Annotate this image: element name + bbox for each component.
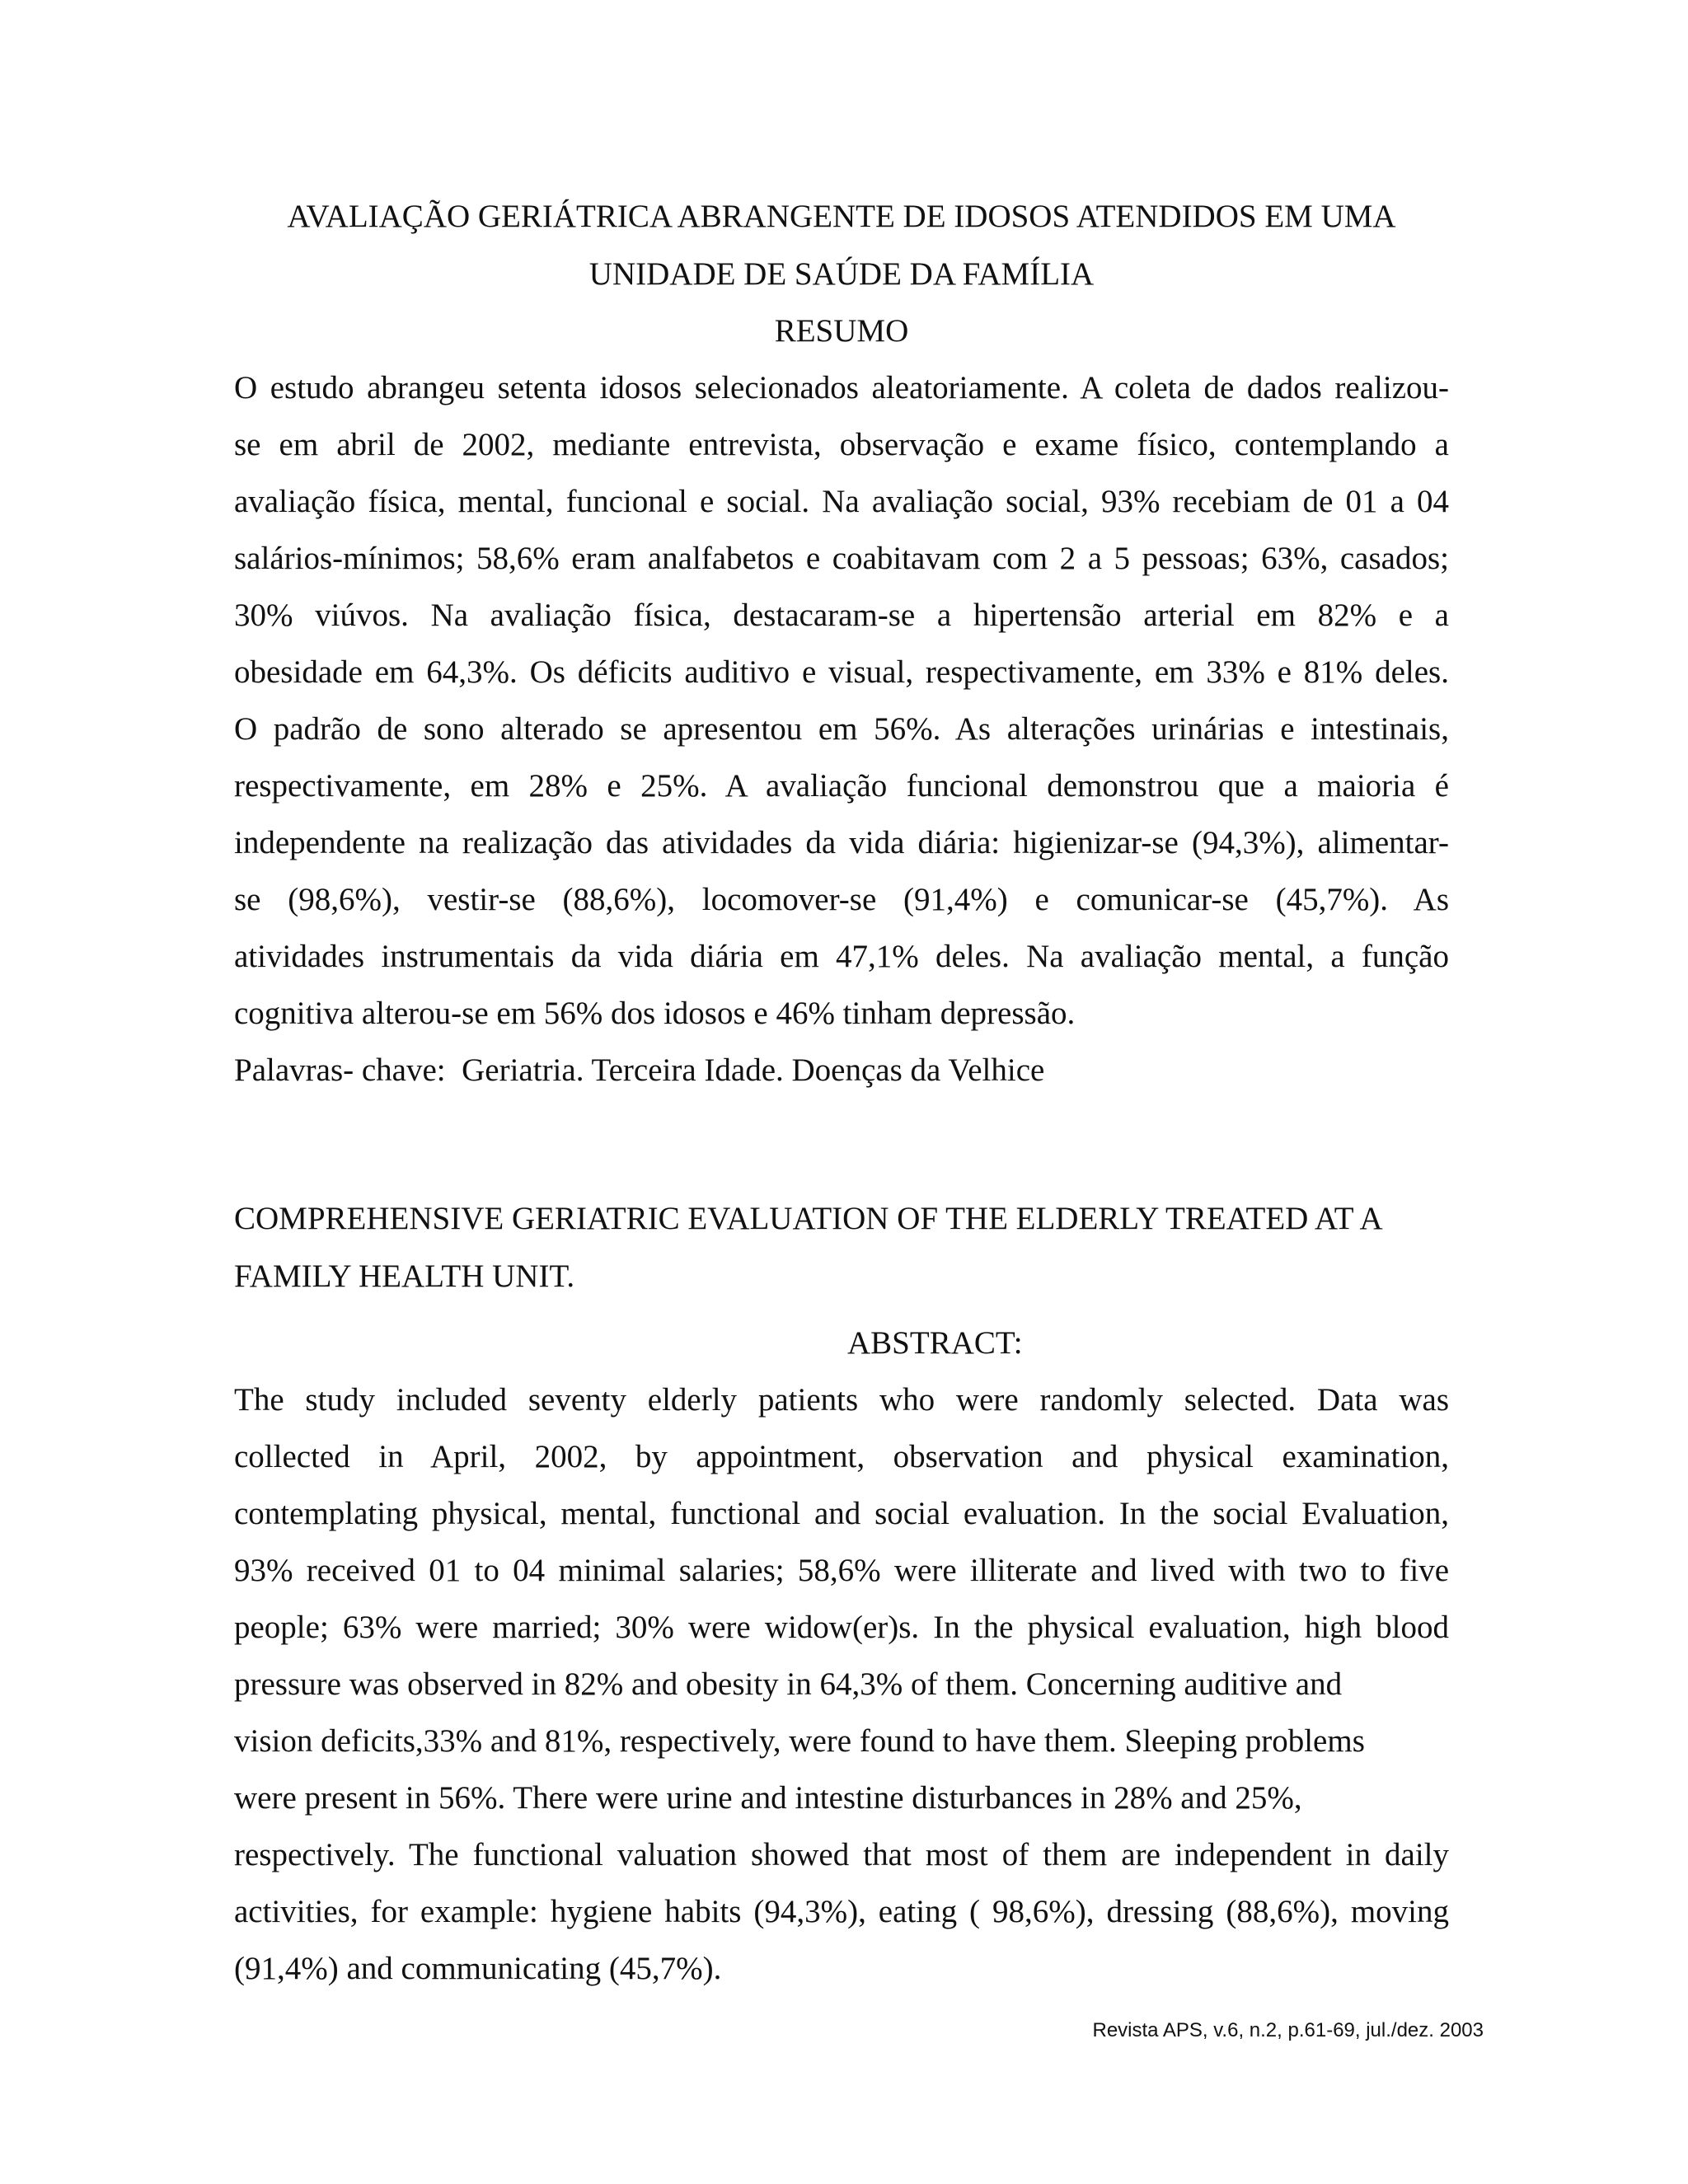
resumo-heading: RESUMO: [774, 313, 909, 349]
article-content: [234, 188, 1449, 1997]
abstract-line: contemplating physical, mental, functional and social evaluation. In the social Evaluation,: [234, 1496, 1449, 1531]
resumo-line: cognitiva alterou-se em 56% dos idosos e 46% tinham depressão.: [234, 996, 1076, 1031]
keywords: Palavras- chave: Geriatria. Terceira Idade. Doenças da Velhice: [234, 1052, 1045, 1088]
abstract-line: activities, for example: hygiene habits (94,3%), eating ( 98,6%), dressing (88,6%), moving: [234, 1894, 1449, 1929]
abstract-paragraph: [234, 1371, 1449, 1997]
portuguese-title-line: UNIDADE DE SAÚDE DA FAMÍLIA: [588, 256, 1095, 292]
resumo-line: avaliação física, mental, funcional e social. Na avaliação social, 93% recebiam de 01 a 04: [234, 484, 1449, 519]
resumo-line: O estudo abrangeu setenta idosos selecionados aleatoriamente. A coleta de dados realizou-: [234, 370, 1449, 405]
resumo-line: salários-mínimos; 58,6% eram analfabetos e coabitavam com 2 a 5 pessoas; 63%, casados;: [234, 541, 1449, 576]
abstract-line: 93% received 01 to 04 minimal salaries; 58,6% were illiterate and lived with two to five: [234, 1553, 1449, 1588]
abstract-line: collected in April, 2002, by appointment, observation and physical examination,: [234, 1439, 1449, 1474]
resumo-line: O padrão de sono alterado se apresentou em 56%. As alterações urinárias e intestinais,: [234, 711, 1449, 747]
abstract-line: (91,4%) and communicating (45,7%).: [234, 1951, 722, 1986]
portuguese-title-line: AVALIAÇÃO GERIÁTRICA ABRANGENTE DE IDOSOS ATENDIDOS EM UMA: [287, 199, 1396, 234]
english-title-line: COMPREHENSIVE GERIATRIC EVALUATION OF THE ELDERLY TREATED AT A: [234, 1201, 1383, 1236]
journal-citation-footer: Revista APS, v.6, n.2, p.61-69, jul./dez. 2003: [1092, 2019, 1484, 2041]
abstract-line: The study included seventy elderly patients who were randomly selected. Data was: [234, 1382, 1449, 1418]
english-title: [234, 1190, 1449, 1305]
resumo-line: independente na realização das atividades da vida diária: higienizar-se (94,3%), alimentar-: [234, 825, 1449, 860]
abstract-heading: ABSTRACT:: [847, 1325, 1023, 1361]
abstract-line: were present in 56%. There were urine and intestine disturbances in 28% and 25%,: [234, 1780, 1302, 1816]
resumo-line: obesidade em 64,3%. Os déficits auditivo e visual, respectivamente, em 33% e 81% deles.: [234, 654, 1449, 690]
resumo-line: 30% viúvos. Na avaliação física, destacaram-se a hipertensão arterial em 82% e a: [234, 598, 1449, 633]
abstract-line: people; 63% were married; 30% were widow(er)s. In the physical evaluation, high blood: [234, 1610, 1449, 1645]
resumo-line: se em abril de 2002, mediante entrevista, observação e exame físico, contemplando a: [234, 427, 1449, 462]
abstract-line: pressure was observed in 82% and obesity in 64,3% of them. Concerning auditive and: [234, 1666, 1343, 1702]
resumo-paragraph: [234, 359, 1449, 1042]
resumo-line: se (98,6%), vestir-se (88,6%), locomover-se (91,4%) e comunicar-se (45,7%). As: [234, 882, 1449, 917]
abstract-line: respectively. The functional valuation showed that most of them are independent in daily: [234, 1837, 1449, 1872]
abstract-line: vision deficits,33% and 81%, respectively, were found to have them. Sleeping problems: [234, 1723, 1365, 1759]
resumo-line: atividades instrumentais da vida diária em 47,1% deles. Na avaliação mental, a função: [234, 939, 1449, 974]
portuguese-title: [234, 188, 1449, 303]
english-title-line: FAMILY HEALTH UNIT.: [234, 1258, 575, 1294]
resumo-line: respectivamente, em 28% e 25%. A avaliação funcional demonstrou que a maioria é: [234, 768, 1449, 804]
